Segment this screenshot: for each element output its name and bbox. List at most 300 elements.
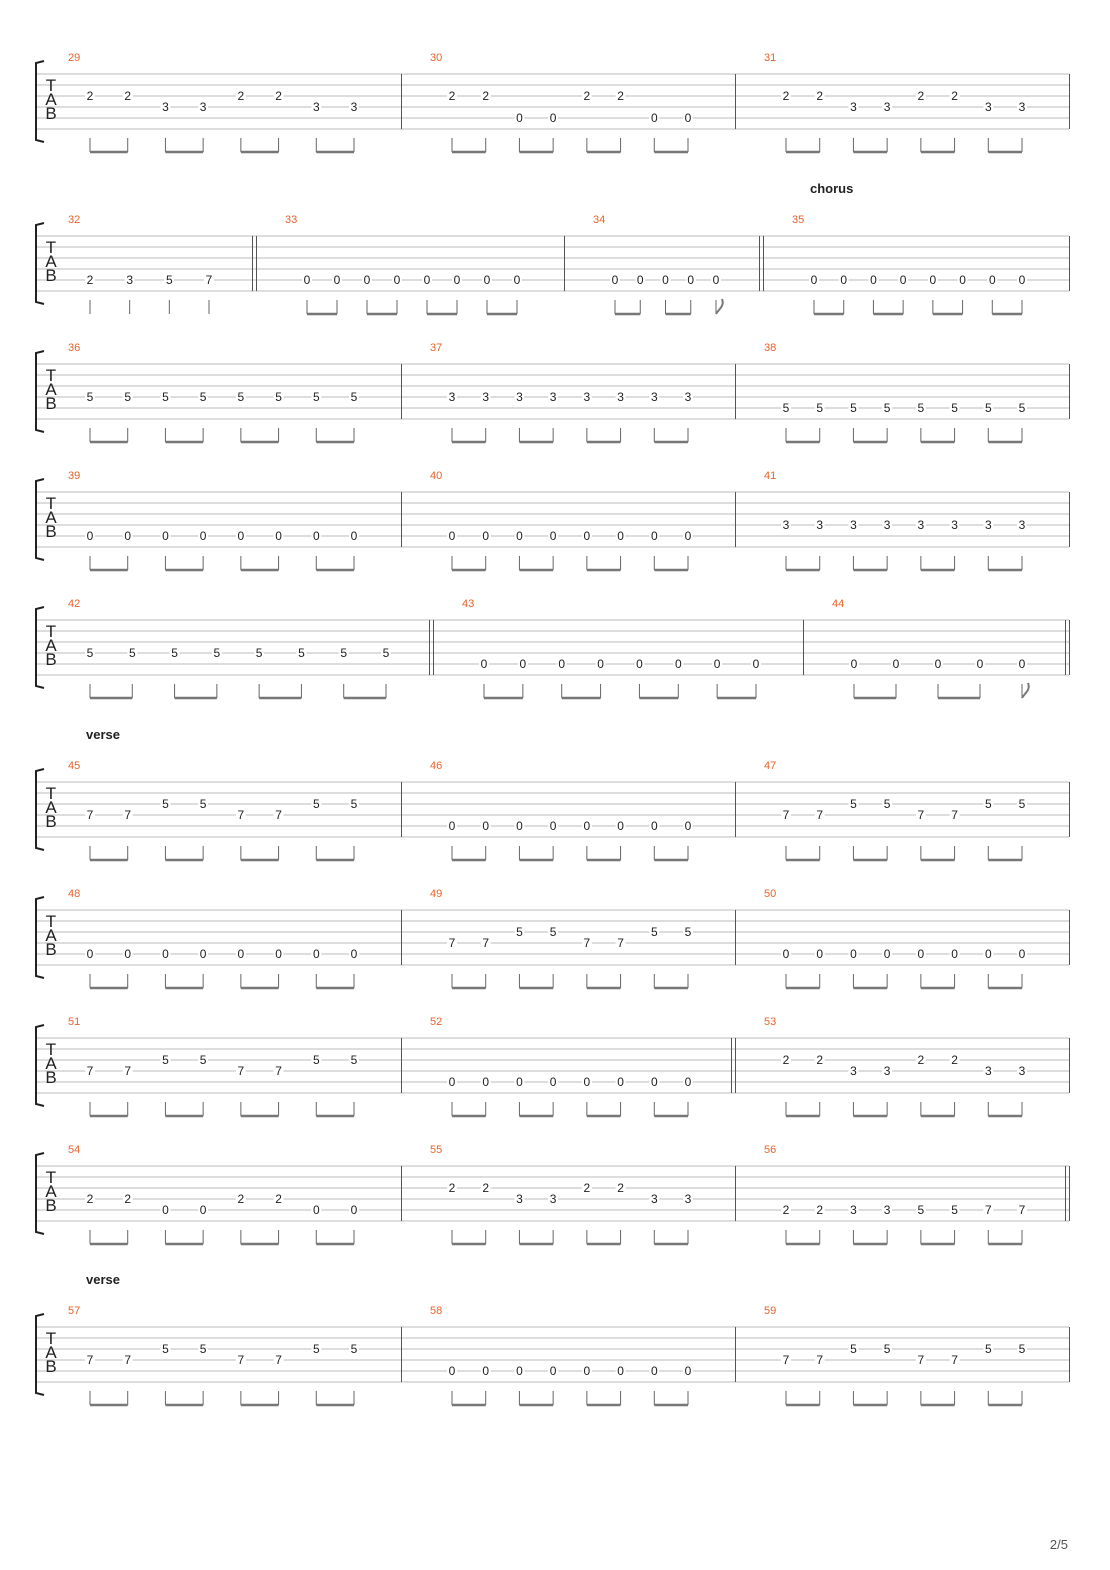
tab-measure xyxy=(68,342,359,442)
tab-measure xyxy=(68,52,359,152)
tab-measure xyxy=(804,598,1029,698)
fret-number: 7 xyxy=(617,936,624,950)
fret-number: 3 xyxy=(650,1192,658,1206)
fret-number: 2 xyxy=(782,89,790,103)
fret-number: 2 xyxy=(482,89,490,103)
fret-number: 3 xyxy=(951,518,958,532)
fret-number: 5 xyxy=(984,797,992,811)
tab-measure xyxy=(736,52,1028,152)
fret-number: 0 xyxy=(482,1075,490,1089)
tab-system xyxy=(36,52,1070,152)
fret-number: 5 xyxy=(650,925,658,939)
fret-number: 0 xyxy=(583,1075,591,1089)
fret-number: 3 xyxy=(549,390,557,404)
fret-number: 5 xyxy=(951,401,958,415)
tab-measure xyxy=(68,888,359,988)
fret-number: 0 xyxy=(988,273,996,287)
measure-number: 39 xyxy=(68,470,81,482)
tab-clef-letter: A xyxy=(45,1182,57,1201)
fret-number: 3 xyxy=(199,100,207,114)
fret-number: 2 xyxy=(583,89,591,103)
tab-clef-letter: T xyxy=(45,1329,57,1348)
tab-clef-letter: B xyxy=(45,1196,57,1215)
fret-number: 5 xyxy=(984,401,992,415)
fret-number: 0 xyxy=(162,1203,169,1217)
fret-number: 3 xyxy=(684,1192,692,1206)
measure-number: 40 xyxy=(430,470,443,482)
tab-measure xyxy=(402,1305,694,1405)
measure-number: 42 xyxy=(68,598,81,610)
fret-number: 3 xyxy=(850,518,857,532)
tab-measure xyxy=(736,760,1028,860)
tab-measure xyxy=(68,598,391,698)
fret-number: 7 xyxy=(917,808,925,822)
fret-number: 0 xyxy=(611,273,619,287)
fret-number: 5 xyxy=(162,1053,169,1067)
fret-number: 7 xyxy=(86,808,94,822)
fret-number: 2 xyxy=(782,1203,790,1217)
fret-number: 0 xyxy=(549,529,557,543)
fret-number: 3 xyxy=(684,390,692,404)
tab-clef-letter: A xyxy=(45,636,57,655)
fret-number: 0 xyxy=(448,819,456,833)
fret-number: 5 xyxy=(213,646,221,660)
tab-clef-letter: A xyxy=(45,90,57,109)
fret-number: 2 xyxy=(237,89,245,103)
system-bracket xyxy=(36,1314,44,1395)
tab-measure xyxy=(68,470,359,570)
fret-number: 0 xyxy=(870,273,877,287)
fret-number: 7 xyxy=(816,1353,824,1367)
fret-number: 0 xyxy=(312,1203,320,1217)
fret-number: 0 xyxy=(480,657,488,671)
fret-number: 0 xyxy=(124,529,132,543)
fret-number: 0 xyxy=(674,657,682,671)
tab-measure xyxy=(68,1144,359,1244)
fret-number: 5 xyxy=(684,925,692,939)
fret-number: 5 xyxy=(312,1342,320,1356)
fret-number: 0 xyxy=(350,947,358,961)
fret-number: 5 xyxy=(883,797,891,811)
fret-number: 2 xyxy=(816,89,824,103)
fret-number: 0 xyxy=(516,529,523,543)
tab-clef-letter: T xyxy=(45,366,57,385)
tab-measure xyxy=(402,470,694,570)
fret-number: 7 xyxy=(124,1353,132,1367)
fret-number: 2 xyxy=(124,1192,132,1206)
fret-number: 0 xyxy=(850,947,857,961)
tab-system xyxy=(36,470,1070,570)
fret-number: 5 xyxy=(516,925,523,939)
fret-number: 0 xyxy=(951,947,958,961)
measure-number: 56 xyxy=(764,1144,777,1156)
fret-number: 5 xyxy=(883,401,891,415)
fret-number: 7 xyxy=(448,936,456,950)
fret-number: 0 xyxy=(549,111,557,125)
fret-number: 0 xyxy=(482,1364,490,1378)
fret-number: 0 xyxy=(917,947,925,961)
fret-number: 5 xyxy=(128,646,136,660)
fret-number: 5 xyxy=(340,646,348,660)
fret-number: 3 xyxy=(126,273,134,287)
fret-number: 0 xyxy=(713,657,721,671)
fret-number: 3 xyxy=(850,1203,857,1217)
fret-number: 0 xyxy=(782,947,790,961)
fret-number: 0 xyxy=(850,657,858,671)
fret-number: 3 xyxy=(917,518,925,532)
fret-number: 3 xyxy=(984,518,992,532)
fret-number: 2 xyxy=(617,1181,624,1195)
fret-number: 0 xyxy=(549,1364,557,1378)
fret-number: 0 xyxy=(752,657,760,671)
fret-number: 7 xyxy=(237,808,245,822)
fret-number: 0 xyxy=(162,947,169,961)
fret-number: 5 xyxy=(199,797,207,811)
fret-number: 0 xyxy=(312,529,320,543)
fret-number: 2 xyxy=(782,1053,790,1067)
fret-number: 0 xyxy=(483,273,491,287)
fret-number: 0 xyxy=(617,529,624,543)
measure-number: 59 xyxy=(764,1305,777,1317)
fret-number: 0 xyxy=(423,273,431,287)
fret-number: 0 xyxy=(558,657,566,671)
system-bracket xyxy=(36,223,44,304)
fret-number: 0 xyxy=(687,273,695,287)
fret-number: 3 xyxy=(850,1064,857,1078)
fret-number: 0 xyxy=(393,273,401,287)
fret-number: 2 xyxy=(86,89,94,103)
system-bracket xyxy=(36,897,44,978)
fret-number: 0 xyxy=(448,1364,456,1378)
measure-number: 49 xyxy=(430,888,443,900)
fret-number: 0 xyxy=(684,819,692,833)
system-bracket xyxy=(36,61,44,142)
fret-number: 5 xyxy=(917,401,925,415)
fret-number: 7 xyxy=(951,808,958,822)
fret-number: 2 xyxy=(583,1181,591,1195)
fret-number: 5 xyxy=(1018,1342,1026,1356)
fret-number: 2 xyxy=(275,1192,282,1206)
measure-number: 43 xyxy=(462,598,475,610)
tab-clef-letter: B xyxy=(45,1068,57,1087)
tab-clef-letter: A xyxy=(45,252,57,271)
measure-number: 38 xyxy=(764,342,777,354)
fret-number: 5 xyxy=(199,390,207,404)
fret-number: 0 xyxy=(636,657,643,671)
fret-number: 0 xyxy=(684,529,692,543)
fret-number: 0 xyxy=(448,529,456,543)
fret-number: 0 xyxy=(597,657,604,671)
section-label: verse xyxy=(86,1272,120,1287)
fret-number: 7 xyxy=(782,808,790,822)
tab-clef-letter: A xyxy=(45,1054,57,1073)
fret-number: 0 xyxy=(237,529,245,543)
fret-number: 0 xyxy=(810,273,818,287)
section-label: verse xyxy=(86,727,120,742)
fret-number: 5 xyxy=(350,797,358,811)
tab-measure xyxy=(732,1016,1028,1116)
fret-number: 0 xyxy=(662,273,669,287)
tab-measure xyxy=(402,760,694,860)
tab-measure xyxy=(253,214,523,314)
fret-number: 7 xyxy=(1018,1203,1026,1217)
fret-number: 7 xyxy=(816,808,824,822)
tab-clef-letter: A xyxy=(45,1343,57,1362)
measure-number: 44 xyxy=(832,598,845,610)
tab-system xyxy=(36,342,1070,442)
measure-number: 48 xyxy=(68,888,81,900)
fret-number: 7 xyxy=(205,273,213,287)
measure-number: 29 xyxy=(68,52,81,64)
section-label: chorus xyxy=(810,181,854,196)
fret-number: 0 xyxy=(199,1203,207,1217)
fret-number: 5 xyxy=(984,1342,992,1356)
fret-number: 7 xyxy=(86,1064,94,1078)
fret-number: 5 xyxy=(782,401,790,415)
measure-number: 45 xyxy=(68,760,81,772)
fret-number: 7 xyxy=(86,1353,94,1367)
fret-number: 3 xyxy=(883,1203,891,1217)
tab-clef-letter: T xyxy=(45,494,57,513)
fret-number: 0 xyxy=(934,657,942,671)
fret-number: 0 xyxy=(86,529,94,543)
fret-number: 0 xyxy=(684,1075,692,1089)
tab-measure xyxy=(68,214,214,314)
tab-clef-letter: B xyxy=(45,394,57,413)
tab-clef-letter: T xyxy=(45,238,57,257)
fret-number: 0 xyxy=(513,273,521,287)
fret-number: 0 xyxy=(650,819,658,833)
tab-clef-letter: T xyxy=(45,912,57,931)
fret-number: 3 xyxy=(482,390,490,404)
fret-number: 5 xyxy=(312,390,320,404)
system-bracket xyxy=(36,1025,44,1106)
fret-number: 3 xyxy=(1018,518,1026,532)
fret-number: 2 xyxy=(448,1181,456,1195)
tab-clef-letter: T xyxy=(45,784,57,803)
fret-number: 7 xyxy=(275,1064,282,1078)
system-bracket xyxy=(36,607,44,688)
fret-number: 3 xyxy=(883,518,891,532)
eighth-flag xyxy=(716,299,723,314)
fret-number: 2 xyxy=(237,1192,245,1206)
measure-number: 36 xyxy=(68,342,81,354)
fret-number: 0 xyxy=(684,111,692,125)
fret-number: 0 xyxy=(617,819,624,833)
measure-number: 46 xyxy=(430,760,443,772)
fret-number: 0 xyxy=(448,1075,456,1089)
tab-clef-letter: B xyxy=(45,940,57,959)
measure-number: 32 xyxy=(68,214,81,226)
system-bracket xyxy=(36,351,44,432)
fret-number: 5 xyxy=(124,390,132,404)
fret-number: 3 xyxy=(516,1192,523,1206)
fret-number: 0 xyxy=(684,1364,692,1378)
fret-number: 0 xyxy=(650,1364,658,1378)
fret-number: 5 xyxy=(1018,401,1026,415)
tab-measure xyxy=(402,342,694,442)
fret-number: 3 xyxy=(516,390,523,404)
tab-clef-letter: B xyxy=(45,812,57,831)
tab-clef-letter: A xyxy=(45,926,57,945)
fret-number: 7 xyxy=(782,1353,790,1367)
fret-number: 7 xyxy=(275,1353,282,1367)
fret-number: 0 xyxy=(549,819,557,833)
fret-number: 2 xyxy=(86,1192,94,1206)
fret-number: 2 xyxy=(816,1203,824,1217)
fret-number: 5 xyxy=(312,1053,320,1067)
fret-number: 7 xyxy=(124,1064,132,1078)
tab-clef-letter: T xyxy=(45,76,57,95)
tab-measure xyxy=(736,470,1028,570)
fret-number: 3 xyxy=(816,518,824,532)
measure-number: 41 xyxy=(764,470,777,482)
fret-number: 5 xyxy=(275,390,282,404)
fret-number: 3 xyxy=(883,100,891,114)
fret-number: 5 xyxy=(850,797,857,811)
system-bracket xyxy=(36,769,44,850)
tab-system xyxy=(36,1144,1070,1244)
fret-number: 0 xyxy=(350,1203,358,1217)
fret-number: 0 xyxy=(899,273,907,287)
fret-number: 7 xyxy=(237,1353,245,1367)
fret-number: 7 xyxy=(482,936,490,950)
tab-clef-letter: B xyxy=(45,522,57,541)
fret-number: 5 xyxy=(86,646,94,660)
fret-number: 0 xyxy=(549,1075,557,1089)
fret-number: 3 xyxy=(162,100,169,114)
fret-number: 0 xyxy=(636,273,644,287)
fret-number: 5 xyxy=(850,1342,857,1356)
fret-number: 5 xyxy=(86,390,94,404)
fret-number: 7 xyxy=(237,1064,245,1078)
fret-number: 3 xyxy=(350,100,358,114)
fret-number: 0 xyxy=(1018,657,1026,671)
fret-number: 3 xyxy=(984,1064,992,1078)
fret-number: 0 xyxy=(617,1075,624,1089)
fret-number: 0 xyxy=(959,273,966,287)
fret-number: 0 xyxy=(516,1364,523,1378)
tab-measure xyxy=(736,1305,1028,1405)
measure-number: 47 xyxy=(764,760,777,772)
tab-measure xyxy=(736,1144,1028,1244)
fret-number: 0 xyxy=(275,947,282,961)
fret-number: 0 xyxy=(516,111,523,125)
fret-number: 7 xyxy=(275,808,282,822)
tab-measure xyxy=(565,214,723,314)
tab-system xyxy=(36,1016,1070,1116)
page-number: 2/5 xyxy=(1049,1537,1068,1552)
tab-measure xyxy=(402,52,694,152)
fret-number: 2 xyxy=(617,89,624,103)
system-bracket xyxy=(36,479,44,560)
fret-number: 0 xyxy=(303,273,311,287)
fret-number: 0 xyxy=(650,529,658,543)
fret-number: 0 xyxy=(1018,273,1026,287)
fret-number: 0 xyxy=(86,947,94,961)
fret-number: 3 xyxy=(984,100,992,114)
fret-number: 7 xyxy=(124,808,132,822)
tab-system xyxy=(36,598,1070,698)
fret-number: 5 xyxy=(162,797,169,811)
fret-number: 0 xyxy=(199,947,207,961)
fret-number: 0 xyxy=(650,111,658,125)
fret-number: 0 xyxy=(984,947,992,961)
eighth-flag xyxy=(1022,683,1029,698)
fret-number: 0 xyxy=(482,529,490,543)
fret-number: 0 xyxy=(816,947,824,961)
measure-number: 50 xyxy=(764,888,777,900)
fret-number: 0 xyxy=(516,1075,523,1089)
fret-number: 0 xyxy=(583,529,591,543)
fret-number: 0 xyxy=(583,819,591,833)
fret-number: 3 xyxy=(650,390,658,404)
measure-number: 34 xyxy=(593,214,606,226)
fret-number: 0 xyxy=(617,1364,624,1378)
fret-number: 0 xyxy=(453,273,461,287)
fret-number: 0 xyxy=(929,273,937,287)
tab-measure xyxy=(736,342,1028,442)
fret-number: 2 xyxy=(482,1181,490,1195)
fret-number: 7 xyxy=(984,1203,992,1217)
fret-number: 5 xyxy=(883,1342,891,1356)
fret-number: 0 xyxy=(840,273,848,287)
fret-number: 5 xyxy=(255,646,263,660)
fret-number: 2 xyxy=(951,89,958,103)
fret-number: 0 xyxy=(333,273,341,287)
fret-number: 2 xyxy=(816,1053,824,1067)
fret-number: 5 xyxy=(199,1342,207,1356)
fret-number: 5 xyxy=(350,1342,358,1356)
tab-measure xyxy=(430,598,762,698)
fret-number: 0 xyxy=(482,819,490,833)
measure-number: 55 xyxy=(430,1144,443,1156)
fret-number: 0 xyxy=(650,1075,658,1089)
tab-measure xyxy=(402,1144,694,1244)
fret-number: 5 xyxy=(951,1203,958,1217)
fret-number: 7 xyxy=(917,1353,925,1367)
fret-number: 2 xyxy=(86,273,94,287)
fret-number: 5 xyxy=(165,273,173,287)
fret-number: 0 xyxy=(350,529,358,543)
tab-clef-letter: B xyxy=(45,650,57,669)
tab-system xyxy=(36,1272,1070,1405)
fret-number: 3 xyxy=(448,390,456,404)
fret-number: 5 xyxy=(549,925,557,939)
fret-number: 3 xyxy=(617,390,624,404)
fret-number: 3 xyxy=(312,100,320,114)
measure-number: 33 xyxy=(285,214,298,226)
fret-number: 5 xyxy=(917,1203,925,1217)
tab-measure xyxy=(402,888,694,988)
fret-number: 0 xyxy=(892,657,900,671)
tab-system xyxy=(36,181,1070,314)
tab-clef-letter: B xyxy=(45,266,57,285)
fret-number: 5 xyxy=(850,401,857,415)
fret-number: 0 xyxy=(124,947,132,961)
fret-number: 5 xyxy=(199,1053,207,1067)
fret-number: 5 xyxy=(350,1053,358,1067)
tab-measure xyxy=(68,1016,359,1116)
tab-clef-letter: A xyxy=(45,798,57,817)
fret-number: 3 xyxy=(850,100,857,114)
fret-number: 0 xyxy=(519,657,527,671)
fret-number: 2 xyxy=(448,89,456,103)
fret-number: 3 xyxy=(1018,100,1026,114)
fret-number: 5 xyxy=(171,646,178,660)
fret-number: 3 xyxy=(782,518,790,532)
tab-measure xyxy=(736,888,1028,988)
